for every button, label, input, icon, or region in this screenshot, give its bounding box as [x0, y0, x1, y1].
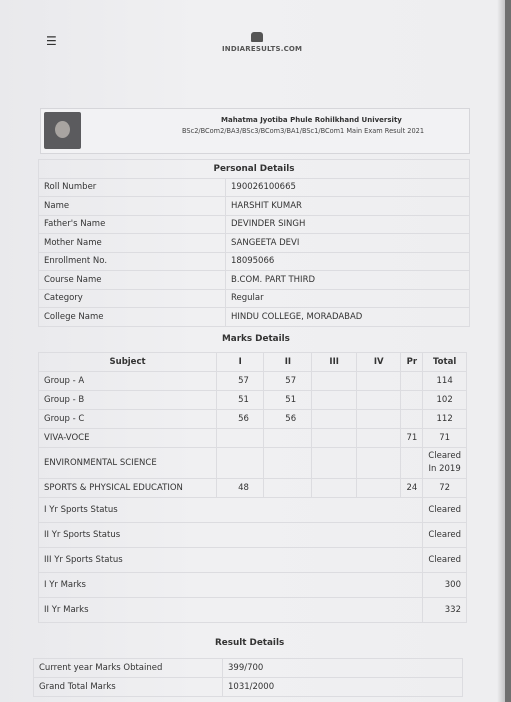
menu-icon[interactable]: ☰ — [46, 34, 57, 48]
subject-cell: Group - B — [39, 391, 217, 410]
field-label: Grand Total Marks — [34, 678, 223, 697]
subject-cell: SPORTS & PHYSICAL EDUCATION — [39, 479, 217, 498]
column-header: I — [217, 353, 264, 372]
mark-cell — [356, 448, 401, 479]
table-row — [39, 523, 467, 548]
status-label: I Yr Marks — [39, 573, 423, 598]
table-row — [39, 429, 467, 448]
field-label: College Name — [39, 308, 226, 327]
subject-cell: VIVA-VOCE — [39, 429, 217, 448]
field-label: Roll Number — [39, 178, 226, 197]
status-label: III Yr Sports Status — [39, 548, 423, 573]
personal-details-title: Personal Details — [39, 160, 470, 179]
field-value: HINDU COLLEGE, MORADABAD — [226, 308, 470, 327]
mark-cell — [356, 479, 401, 498]
field-label: Course Name — [39, 271, 226, 290]
table-row — [39, 573, 467, 598]
status-label: II Yr Sports Status — [39, 523, 423, 548]
mark-cell: 71 — [401, 429, 423, 448]
table-row — [39, 548, 467, 573]
status-value: 332 — [423, 598, 467, 623]
bulb-icon — [251, 32, 263, 42]
total-cell: 114 — [423, 372, 467, 391]
mark-cell — [401, 391, 423, 410]
field-value: 399/700 — [223, 659, 463, 678]
mark-cell — [356, 410, 401, 429]
field-value: 190026100665 — [226, 178, 470, 197]
subject-cell: Group - C — [39, 410, 217, 429]
status-value: Cleared — [423, 498, 467, 523]
total-cell: Cleared In 2019 — [423, 448, 467, 479]
mark-cell — [264, 448, 312, 479]
table-row — [39, 215, 470, 234]
marks-details-title: Marks Details — [222, 334, 290, 344]
table-row — [39, 308, 470, 327]
mark-cell — [264, 429, 312, 448]
status-value: 300 — [423, 573, 467, 598]
field-value: 18095066 — [226, 252, 470, 271]
mark-cell — [312, 479, 357, 498]
field-label: Category — [39, 289, 226, 308]
field-value: Regular — [226, 289, 470, 308]
table-row — [39, 372, 467, 391]
field-label: Name — [39, 197, 226, 216]
field-label: Mother Name — [39, 234, 226, 253]
table-row — [39, 498, 467, 523]
status-value: Cleared — [423, 523, 467, 548]
table-row — [39, 197, 470, 216]
table-row — [39, 410, 467, 429]
mark-cell — [217, 448, 264, 479]
personal-details-table — [38, 159, 470, 327]
field-label: Current year Marks Obtained — [34, 659, 223, 678]
total-cell: 112 — [423, 410, 467, 429]
table-row — [39, 391, 467, 410]
mark-cell: 57 — [264, 372, 312, 391]
table-row — [39, 252, 470, 271]
result-header — [40, 108, 470, 154]
mark-cell — [264, 479, 312, 498]
status-label: II Yr Marks — [39, 598, 423, 623]
mark-cell — [312, 391, 357, 410]
mark-cell — [312, 448, 357, 479]
mark-cell: 48 — [217, 479, 264, 498]
status-value: Cleared — [423, 548, 467, 573]
status-label: I Yr Sports Status — [39, 498, 423, 523]
subject-cell: ENVIRONMENTAL SCIENCE — [39, 448, 217, 479]
mark-cell: 57 — [217, 372, 264, 391]
table-row — [39, 479, 467, 498]
subject-cell: Group - A — [39, 372, 217, 391]
field-value: SANGEETA DEVI — [226, 234, 470, 253]
table-row — [39, 598, 467, 623]
column-header: IV — [356, 353, 401, 372]
column-header: II — [264, 353, 312, 372]
table-row — [39, 234, 470, 253]
field-value: DEVINDER SINGH — [226, 215, 470, 234]
table-row — [39, 271, 470, 290]
mark-cell — [312, 410, 357, 429]
university-name: Mahatma Jyotiba Phule Rohilkhand University — [221, 116, 402, 124]
site-logo-text: INDIARESULTS.COM — [222, 45, 303, 53]
mark-cell: 51 — [264, 391, 312, 410]
mark-cell: 56 — [217, 410, 264, 429]
table-row — [34, 659, 463, 678]
total-cell: 72 — [423, 479, 467, 498]
total-cell: 102 — [423, 391, 467, 410]
mark-cell: 56 — [264, 410, 312, 429]
mark-cell: 24 — [401, 479, 423, 498]
column-header: III — [312, 353, 357, 372]
mark-cell — [356, 372, 401, 391]
column-header: Subject — [39, 353, 217, 372]
table-row — [39, 448, 467, 479]
result-details-table — [33, 658, 463, 697]
mark-cell — [401, 448, 423, 479]
result-details-title: Result Details — [215, 638, 285, 648]
total-cell: 71 — [423, 429, 467, 448]
field-label: Enrollment No. — [39, 252, 226, 271]
mark-cell — [401, 410, 423, 429]
site-logo[interactable] — [222, 32, 303, 53]
exam-name: BSc2/BCom2/BA3/BSc3/BCom3/BA1/BSc1/BCom1 Main Exam Result 2021 — [182, 127, 425, 135]
field-label: Father's Name — [39, 215, 226, 234]
table-row — [39, 289, 470, 308]
mark-cell — [356, 429, 401, 448]
mark-cell — [356, 391, 401, 410]
field-value: B.COM. PART THIRD — [226, 271, 470, 290]
field-value: 1031/2000 — [223, 678, 463, 697]
table-header-row — [39, 353, 467, 372]
mark-cell — [312, 372, 357, 391]
table-row — [34, 678, 463, 697]
marks-details-table — [38, 352, 467, 623]
column-header: Total — [423, 353, 467, 372]
university-logo — [44, 112, 81, 149]
table-row — [39, 178, 470, 197]
mark-cell — [217, 429, 264, 448]
mark-cell — [312, 429, 357, 448]
mark-cell — [401, 372, 423, 391]
mark-cell: 51 — [217, 391, 264, 410]
field-value: HARSHIT KUMAR — [226, 197, 470, 216]
column-header: Pr — [401, 353, 423, 372]
